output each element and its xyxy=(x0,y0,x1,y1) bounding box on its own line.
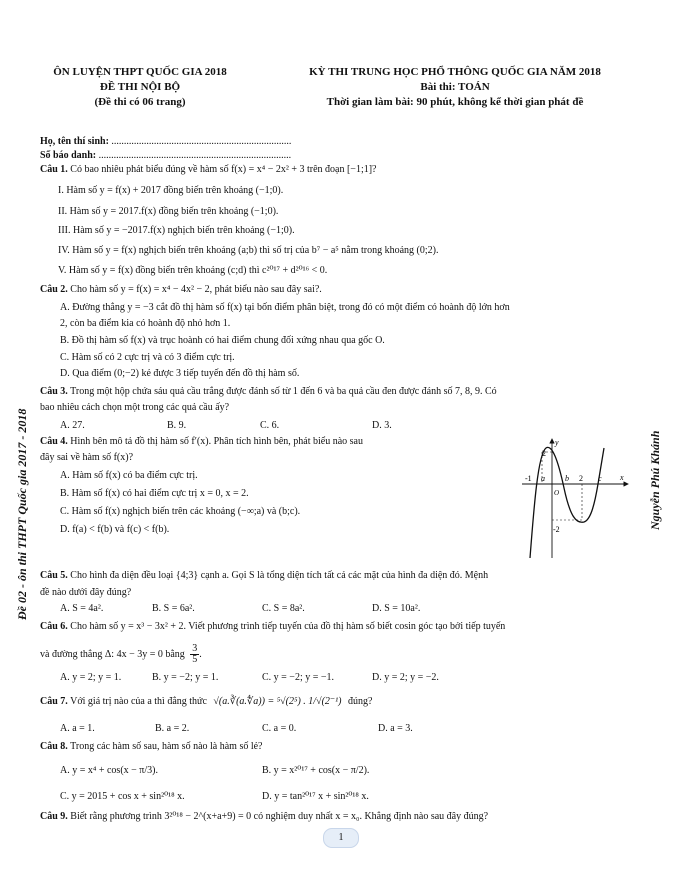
q7-option-d: D. a = 3. xyxy=(378,723,413,734)
graph-x-tick-2: 2 xyxy=(579,474,583,483)
graph-y-label: y xyxy=(555,438,559,447)
header-right-line3: Thời gian làm bài: 90 phút, không kể thời gian phát đề xyxy=(326,96,584,108)
q6-fraction-numerator: 3 xyxy=(192,643,198,654)
side-text-right: Nguyễn Phú Khánh xyxy=(648,430,662,530)
graph-x-tick-a: a xyxy=(541,474,545,483)
q5-option-b: B. S = 6a². xyxy=(152,603,195,614)
q3-text-1: Trong một hộp chứa sáu quả cầu trắng được đánh số từ 1 đến 6 và ba quả cầu đen được đánh số 7, 8, 9. Có xyxy=(70,386,497,397)
candidate-id-row xyxy=(40,150,291,161)
q1-statement-4: IV. Hàm số y = f(x) nghịch biến trên khoảng (a;b) thì số trị của b⁷ − a⁵ nằm trong khoảng (0;2). xyxy=(58,245,439,256)
q7-text-post: đúng? xyxy=(348,696,373,707)
q4-option-c: C. Hàm số f(x) nghịch biến trên các khoảng (−∞;a) và (b;c). xyxy=(60,506,301,517)
q4-stem-line1 xyxy=(40,436,363,447)
q3-option-b: B. 9. xyxy=(167,420,187,431)
q7-number: Câu 7. xyxy=(40,696,68,707)
q3-option-c: C. 6. xyxy=(260,420,280,431)
q7-stem xyxy=(40,696,372,707)
q3-number: Câu 3. xyxy=(40,386,68,397)
candidate-id-label: Số báo danh: xyxy=(40,150,97,161)
header-right-line2: Bài thi: TOÁN xyxy=(420,81,490,93)
q2-number: Câu 2. xyxy=(40,284,68,295)
q1-statement-3: III. Hàm số y = −2017.f(x) nghịch biến trên khoảng (−1;0). xyxy=(58,225,295,236)
graph-origin-label: O xyxy=(554,489,560,497)
q6-stem-line2: và đường thẳng Δ: 4x − 3y = 0 bằng $\frac{3}{5}$ . xyxy=(40,643,202,665)
q6-fraction xyxy=(190,644,199,665)
q8-option-c: C. y = 2015 + cos x + sin²⁰¹⁸ x. xyxy=(60,791,185,802)
q3-option-d: D. 3. xyxy=(372,420,392,431)
header-left-line2: ĐỀ THI NỘI BỘ xyxy=(99,81,181,93)
graph-derivative-curve xyxy=(530,447,604,558)
graph-y-tick-2: 2 xyxy=(542,449,546,458)
header-right-line1: KỲ THI TRUNG HỌC PHỔ THÔNG QUỐC GIA NĂM 2018 xyxy=(309,66,601,78)
q2-stem xyxy=(40,284,322,295)
q6-text-1: Cho hàm số y = x³ − 3x² + 2. Viết phương trình tiếp tuyến của đồ thị hàm số biết cosin góc tạo bởi tiếp tuyến xyxy=(70,621,506,632)
q2-option-a-line2: 2, còn ba điểm kia có hoành độ nhỏ hơn 1. xyxy=(60,318,231,329)
q9-number: Câu 9. xyxy=(40,811,68,822)
q5-text-1: Cho hình đa diện đều loại {4;3} cạnh a. Gọi S là tổng diện tích tất cả các mặt của hình đa diện đó. Mệnh xyxy=(70,570,489,581)
header-left-line3: (Đề thi có 06 trang) xyxy=(94,96,186,108)
graph-x-tick-neg1: -1 xyxy=(525,474,532,483)
q4-text-1: Hình bên mô tả đồ thị hàm số f′(x). Phân tích hình bên, phát biểu nào sau xyxy=(70,436,363,447)
q7-formula: √(a.∛(a.∜a)) = ⁵√(2⁵) . 1/√(2⁻¹) xyxy=(213,696,342,707)
q6-fraction-denominator: 5 xyxy=(192,654,198,665)
q1-statement-2: II. Hàm số y = 2017.f(x) đồng biến trên khoảng (−1;0). xyxy=(58,206,279,217)
candidate-name-row xyxy=(40,136,291,147)
q6-number: Câu 6. xyxy=(40,621,68,632)
header-left-line1: ÔN LUYỆN THPT QUỐC GIA 2018 xyxy=(53,66,227,78)
q6-option-d: D. y = 2; y = −2. xyxy=(372,672,439,683)
q8-text: Trong các hàm số sau, hàm số nào là hàm số lẻ? xyxy=(70,741,263,752)
q2-text: Cho hàm số y = f(x) = x⁴ − 4x² − 2, phát biểu nào sau đây sai?. xyxy=(70,284,322,295)
q2-option-c: C. Hàm số có 2 cực trị và có 3 điểm cực trị. xyxy=(60,352,235,363)
q3-option-a: A. 27. xyxy=(60,420,85,431)
q6-option-c: C. y = −2; y = −1. xyxy=(262,672,335,683)
q9-text: Biết rằng phương trình 3²⁰¹⁸ − 2^(x+a+9) = 0 có nghiệm duy nhất x = x₀. Khẳng định nào sau đây đúng? xyxy=(70,811,489,822)
q1-number: Câu 1. xyxy=(40,164,68,175)
q7-text-pre: Với giá trị nào của a thì đẳng thức xyxy=(70,696,207,707)
q7-option-c: C. a = 0. xyxy=(262,723,297,734)
q3-stem-line2: bao nhiêu cách chọn một trong các quả cầu ấy? xyxy=(40,402,230,413)
q4-option-d: D. f(a) < f(b) và f(c) < f(b). xyxy=(60,524,170,535)
q7-option-b: B. a = 2. xyxy=(155,723,190,734)
q3-stem-line1 xyxy=(40,386,497,397)
q7-option-a: A. a = 1. xyxy=(60,723,95,734)
q5-stem-line1 xyxy=(40,570,488,581)
q8-number: Câu 8. xyxy=(40,741,68,752)
q8-stem xyxy=(40,741,263,752)
page-number: 1 xyxy=(338,832,344,843)
q9-stem xyxy=(40,811,488,822)
q4-derivative-graph xyxy=(520,436,632,560)
q4-option-a: A. Hàm số f(x) có ba điểm cực trị. xyxy=(60,470,198,481)
graph-x-tick-c: c xyxy=(598,474,602,483)
q5-option-c: C. S = 8a². xyxy=(262,603,305,614)
q5-option-a: A. S = 4a². xyxy=(60,603,104,614)
q2-option-b: B. Đồ thị hàm số f(x) và trục hoành có hai điểm chung đối xứng nhau qua gốc O. xyxy=(60,335,385,346)
q6-text-2: và đường thẳng Δ: 4x − 3y = 0 bằng xyxy=(40,648,185,660)
candidate-name-dots: ........................................................................ xyxy=(111,136,292,147)
q2-option-a-line1: A. Đường thẳng y = −3 cắt đồ thị hàm số f(x) tại bốn điểm phân biệt, trong đó có một điểm có hoành độ lớn hơn xyxy=(60,302,510,313)
q6-option-b: B. y = −2; y = 1. xyxy=(152,672,219,683)
graph-y-tick-neg2: -2 xyxy=(553,525,560,534)
q1-statement-1: I. Hàm số y = f(x) + 2017 đồng biến trên khoảng (−1;0). xyxy=(58,185,284,196)
q4-stem-line2: đây sai về hàm số f(x)? xyxy=(40,452,134,463)
candidate-id-dots: ............................................................................. xyxy=(98,150,292,161)
q5-number: Câu 5. xyxy=(40,570,68,581)
page-number-badge xyxy=(323,828,359,848)
q2-option-d: D. Qua điểm (0;−2) kẻ được 3 tiếp tuyến đến đồ thị hàm số. xyxy=(60,368,300,379)
q5-stem-line2: đề nào dưới đây đúng? xyxy=(40,587,132,598)
q6-stem-line1 xyxy=(40,621,505,632)
q8-option-a: A. y = x⁴ + cos(x − π/3). xyxy=(60,765,158,776)
graph-x-tick-b: b xyxy=(565,474,569,483)
q1-text: Có bao nhiêu phát biểu đúng về hàm số f(x) = x⁴ − 2x² + 3 trên đoạn [−1;1]? xyxy=(70,164,377,175)
q4-option-b: B. Hàm số f(x) có hai điểm cực trị x = 0, x = 2. xyxy=(60,488,249,499)
q4-number: Câu 4. xyxy=(40,436,68,447)
q5-option-d: D. S = 10a². xyxy=(372,603,421,614)
side-text-left: Đề 02 - ôn thi THPT Quốc gia 2017 - 2018 xyxy=(15,408,29,620)
q8-option-d: D. y = tan²⁰¹⁷ x + sin²⁰¹⁸ x. xyxy=(262,791,369,802)
q6-option-a: A. y = 2; y = 1. xyxy=(60,672,122,683)
q1-stem xyxy=(40,164,377,175)
graph-x-label: x xyxy=(620,473,624,482)
candidate-name-label: Họ, tên thí sinh: xyxy=(40,136,109,147)
q8-option-b: B. y = x²⁰¹⁷ + cos(x − π/2). xyxy=(262,765,370,776)
q1-statement-5: V. Hàm số y = f(x) đồng biến trên khoảng (c;d) thì c²⁰¹⁷ + d²⁰¹⁶ < 0. xyxy=(58,265,328,276)
